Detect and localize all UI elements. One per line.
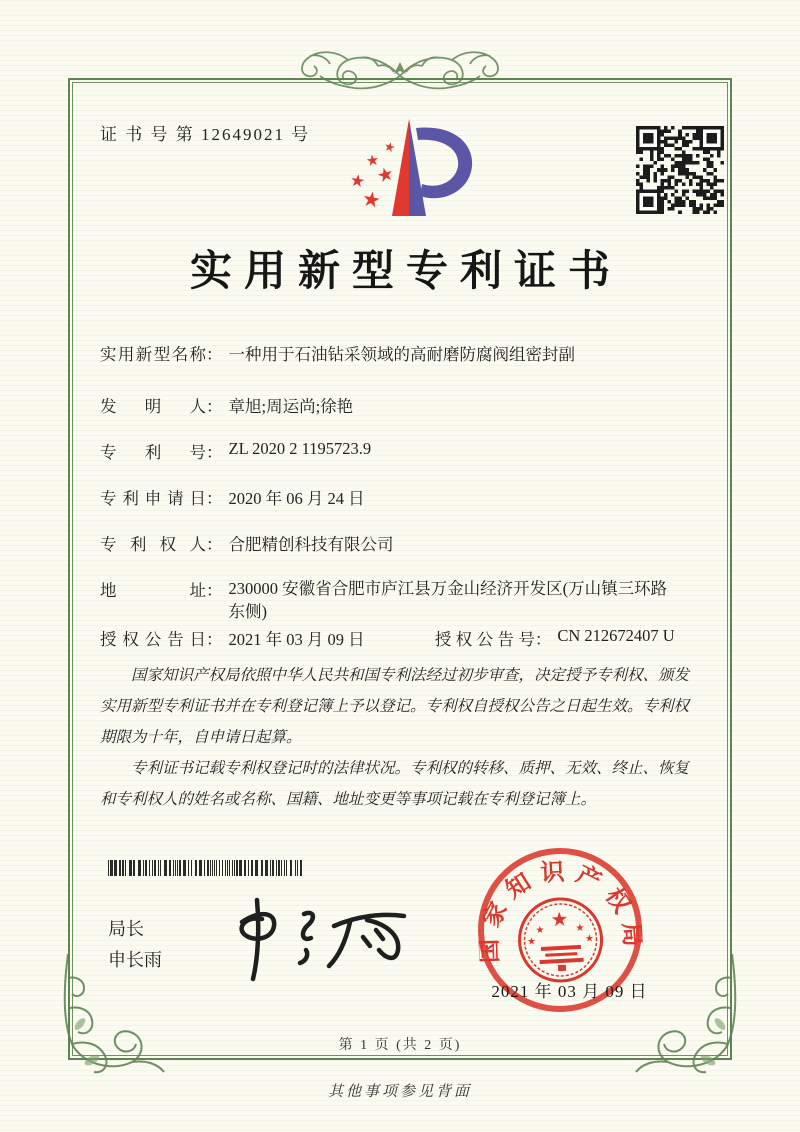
svg-text:★: ★ (526, 936, 537, 948)
colon: ： (206, 443, 223, 462)
field-label: 授权公告日 (100, 630, 206, 649)
svg-text:★: ★ (575, 922, 585, 935)
svg-text:★: ★ (348, 170, 367, 192)
svg-text:★: ★ (584, 933, 595, 945)
field-patent-number (100, 439, 371, 463)
field-inventors (100, 393, 353, 417)
colon: ： (206, 535, 223, 554)
certificate-number: 证 书 号 第 12649021 号 (100, 125, 311, 144)
field-label: 专利申请日 (100, 489, 206, 508)
field-grant-row (100, 626, 675, 650)
legal-paragraph-1: 国家知识产权局依照中华人民共和国专利法经过初步审查，决定授予专利权、颁发实用新型专利证书并在专利登记簿上予以登记。专利权自授权公告之日起生效。专利权期限为十年，自申请日起算。 (100, 667, 690, 746)
svg-text:★: ★ (549, 908, 570, 932)
svg-text:★: ★ (374, 163, 397, 188)
field-value: 2021 年 03 月 09 日 (228, 630, 365, 649)
colon: ： (206, 630, 223, 649)
field-value: 2020 年 06 月 24 日 (228, 489, 365, 508)
colon: ： (534, 630, 552, 649)
field-filing-date (100, 485, 365, 509)
back-side-note: 其他事项参见背面 (327, 1084, 472, 1100)
legal-paragraph-2: 专利证书记载专利权登记时的法律状况。专利权的转移、质押、无效、终止、恢复和专利权人的姓名或名称、国籍、地址变更等事项记载在专利登记簿上。 (100, 760, 690, 808)
colon: ： (206, 345, 223, 364)
field-value: 合肥精创科技有限公司 (228, 535, 394, 554)
field-label: 授权公告号 (434, 630, 535, 649)
director-signature-icon (212, 882, 422, 987)
officer-title: 局长 (108, 919, 144, 939)
field-label: 实用新型名称 (100, 345, 206, 364)
page-number: 第 1 页 (共 2 页) (338, 1038, 462, 1053)
qr-code (636, 126, 724, 214)
field-label: 地址 (100, 581, 206, 600)
field-label: 发明人 (100, 397, 206, 416)
field-value: CN 212672407 U (557, 626, 675, 645)
field-address (100, 577, 681, 623)
top-scroll-ornament-icon (290, 42, 510, 100)
colon: ： (206, 397, 223, 416)
field-patentee (100, 531, 394, 555)
colon: ： (206, 489, 223, 508)
cnipa-logo-icon (332, 114, 482, 228)
svg-text:★: ★ (364, 152, 381, 171)
field-label: 专利权人 (100, 535, 206, 554)
certificate-title: 实用新型专利证书 (189, 249, 622, 295)
svg-text:★: ★ (382, 138, 398, 156)
svg-text:★: ★ (360, 186, 383, 214)
field-value: 章旭;周运尚;徐艳 (228, 397, 354, 416)
field-label: 专利号 (100, 443, 206, 462)
field-value: ZL 2020 2 1195723.9 (228, 439, 372, 458)
field-value: 一种用于石油钻采领域的高耐磨防腐阀组密封副 (228, 345, 575, 364)
colon: ： (206, 581, 223, 600)
svg-text:国家知识产权局: 国家知识产权局 (476, 859, 646, 964)
officer-name: 申长雨 (108, 950, 162, 970)
field-utility-model-name (100, 341, 575, 365)
legal-text (100, 660, 702, 815)
svg-text:★: ★ (535, 924, 545, 937)
seal-date: 2021 年 03 月 09 日 (491, 982, 648, 1001)
field-value: 230000 安徽省合肥市庐江县万金山经济开发区(万山镇三环路东侧) (228, 579, 668, 621)
barcode-icon (108, 860, 306, 876)
